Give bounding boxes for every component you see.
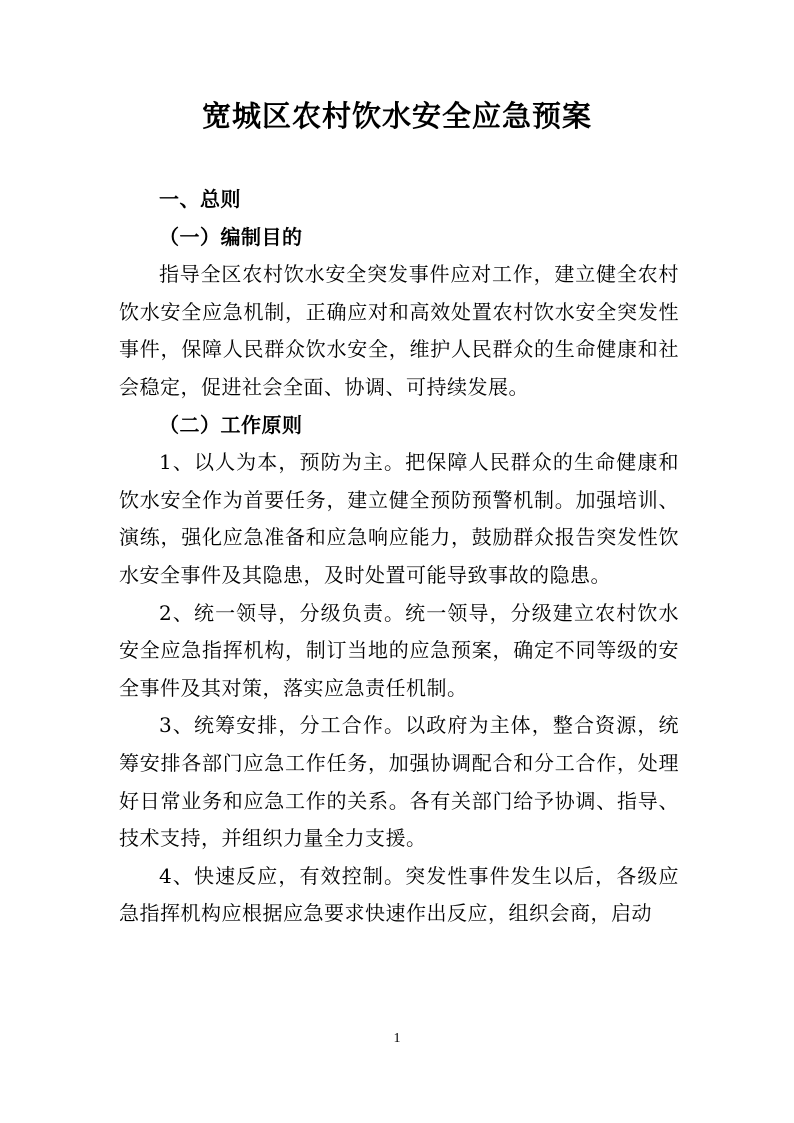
paragraph-principle-4: 4、快速反应，有效控制。突发性事件发生以后，各级应急指挥机构应根据应急要求快速作出反应，组织会商，启动 bbox=[119, 863, 679, 926]
document-title: 宽城区农村饮水安全应急预案 bbox=[201, 99, 592, 133]
page-number: 1 bbox=[393, 1031, 401, 1046]
paragraph-principle-1: 1、以人为本，预防为主。把保障人民群众的生命健康和饮水安全作为首要任务，建立健全预防预警机制。加强培训、演练，强化应急准备和应急响应能力，鼓励群众报告突发性饮水安全事件及其隐患，及时处置可能导致事故的隐患。 bbox=[119, 450, 679, 587]
paragraph-principle-3: 3、统筹安排，分工合作。以政府为主体，整合资源，统筹安排各部门应急工作任务，加强协调配合和分工合作，处理好日常业务和应急工作的关系。各有关部门给予协调、指导、技术支持，并组织力量全力支援。 bbox=[119, 713, 679, 851]
paragraph-principle-2: 2、统一领导，分级负责。统一领导，分级建立农村饮水安全应急指挥机构，制订当地的应急预案，确定不同等级的安全事件及其对策，落实应急责任机制。 bbox=[119, 600, 679, 700]
subsection-heading-purpose: （一）编制目的 bbox=[159, 224, 303, 249]
paragraph-purpose: 指导全区农村饮水安全突发事件应对工作，建立健全农村饮水安全应急机制，正确应对和高效处置农村饮水安全突发性事件，保障人民群众饮水安全，维护人民群众的生命健康和社会稳定，促进社会全面、协调、可持续发展。 bbox=[119, 262, 679, 399]
document-body bbox=[119, 181, 679, 933]
subsection-heading-principles: （二）工作原则 bbox=[159, 412, 303, 437]
section-heading-general: 一、总则 bbox=[159, 187, 241, 211]
